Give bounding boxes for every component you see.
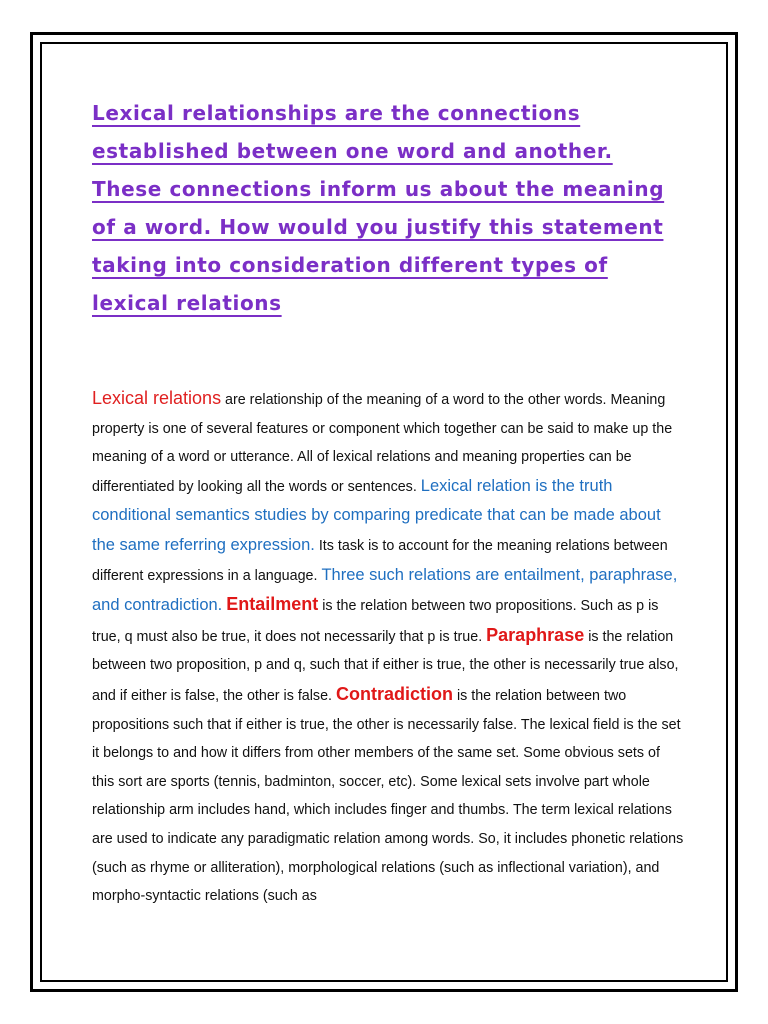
body-text-4: is the relation between two proposition, p and q, such that if either is true, the other is necessarily true also, and if either is false, the other is false. <box>92 628 679 704</box>
term-paraphrase: Paraphrase <box>486 624 585 645</box>
body-text-3: is the relation between two propositions. Such as p is true, q must also be true, it does not necessarily that p is true. <box>92 598 659 645</box>
term-contradiction: Contradiction <box>335 683 453 704</box>
term-entailment: Entailment <box>226 594 319 615</box>
body-text-2: Its task is to account for the meaning relations between different expressions in a language. <box>92 537 668 584</box>
answer-paragraph <box>92 384 684 911</box>
highlight-three-relations: Three such relations are entailment, paraphrase, and contradiction. <box>92 565 678 615</box>
question-heading: Lexical relationships are the connections established between one word and another. These connections inform us about the meaning of a word. How would you justify this statement taking into consideration different types of lexical relations <box>92 101 665 315</box>
highlight-truth-conditional: Lexical relation is the truth conditional semantics studies by comparing predicate that can be made about the same referring expression. <box>92 476 661 554</box>
body-text-1: are relationship of the meaning of a word to the other words. Meaning property is one of several features or component which together can be said to make up the meaning of a word or utterance. All of lexical relations and meaning properties can be differentiated by looking all the words or sentences. <box>92 392 673 495</box>
body-text-5: is the relation between two propositions such that if either is true, the other is necessarily false. The lexical field is the set it belongs to and how it differs from other members of the same set. Some obvious sets of this sort are sports (tennis, badminton, soccer, etc). Some lexical sets involve part whole relationship arm includes hand, which includes finger and thumbs. The term lexical relations are used to indicate any paradigmatic relation among words. So, it includes phonetic relations (such as rhyme or alliteration), morphological relations (such as inflectional variation), and morpho-syntactic relations (such as <box>92 687 684 905</box>
term-lexical-relations: Lexical relations <box>92 388 222 408</box>
